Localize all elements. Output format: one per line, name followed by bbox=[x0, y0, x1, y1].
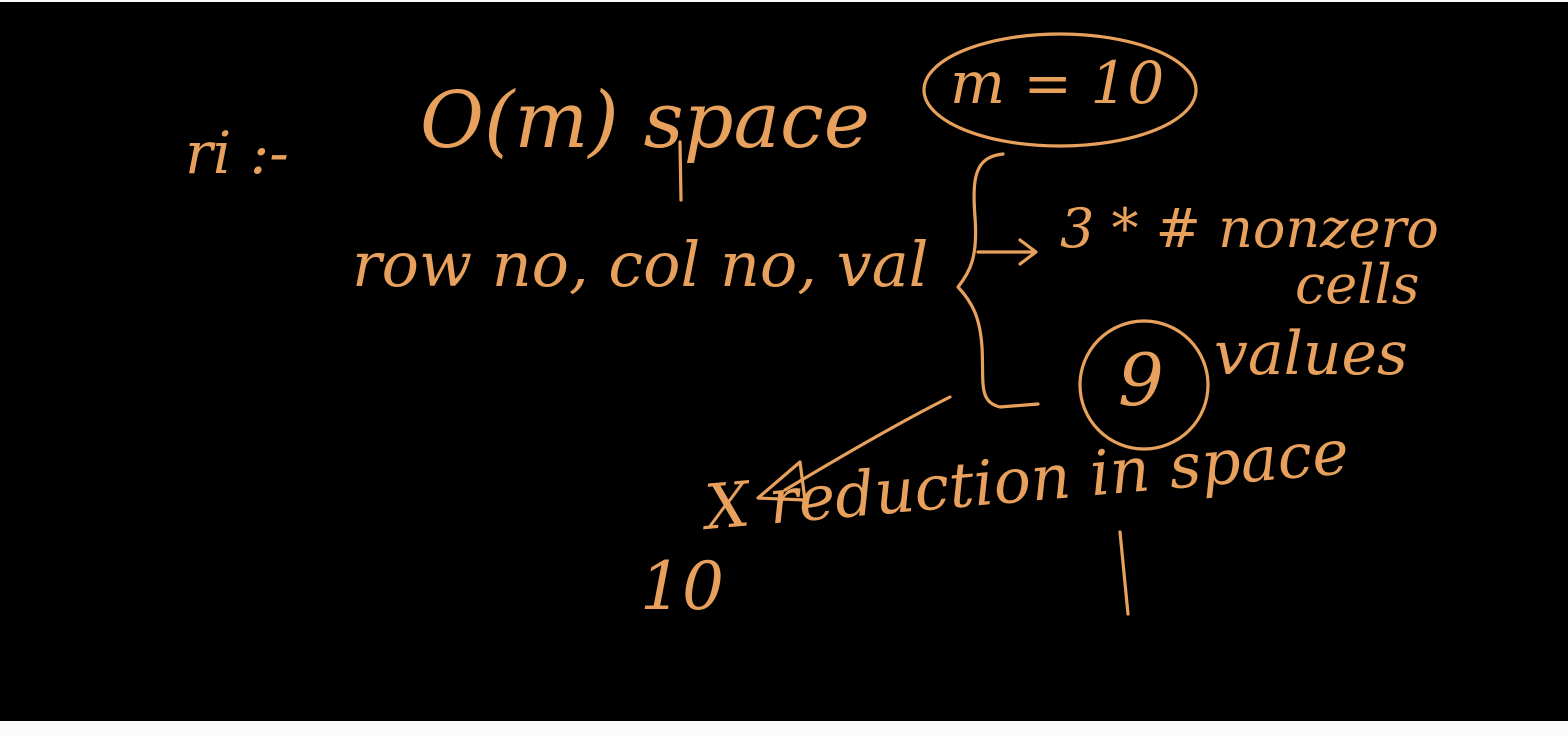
whiteboard-canvas bbox=[0, 2, 1568, 721]
values-count: 9 bbox=[1118, 338, 1164, 422]
reduction-note: X reduction in space bbox=[702, 414, 1352, 544]
triple-fields-note: row no, col no, val bbox=[352, 228, 929, 301]
reduction-factor: 10 bbox=[640, 548, 724, 625]
arrow-to-nonzero bbox=[978, 240, 1036, 264]
nonzero-cells-note: cells bbox=[1295, 253, 1420, 316]
ri-label: ri :- bbox=[185, 119, 289, 187]
values-label: values bbox=[1214, 319, 1408, 389]
space-complexity-note: O(m) space bbox=[420, 76, 870, 166]
space-stroke-2 bbox=[1120, 532, 1128, 614]
curly-brace bbox=[958, 154, 1038, 407]
m-value-note: m = 10 bbox=[950, 49, 1165, 117]
nonzero-count-note: 3 * # nonzero bbox=[1060, 197, 1439, 260]
